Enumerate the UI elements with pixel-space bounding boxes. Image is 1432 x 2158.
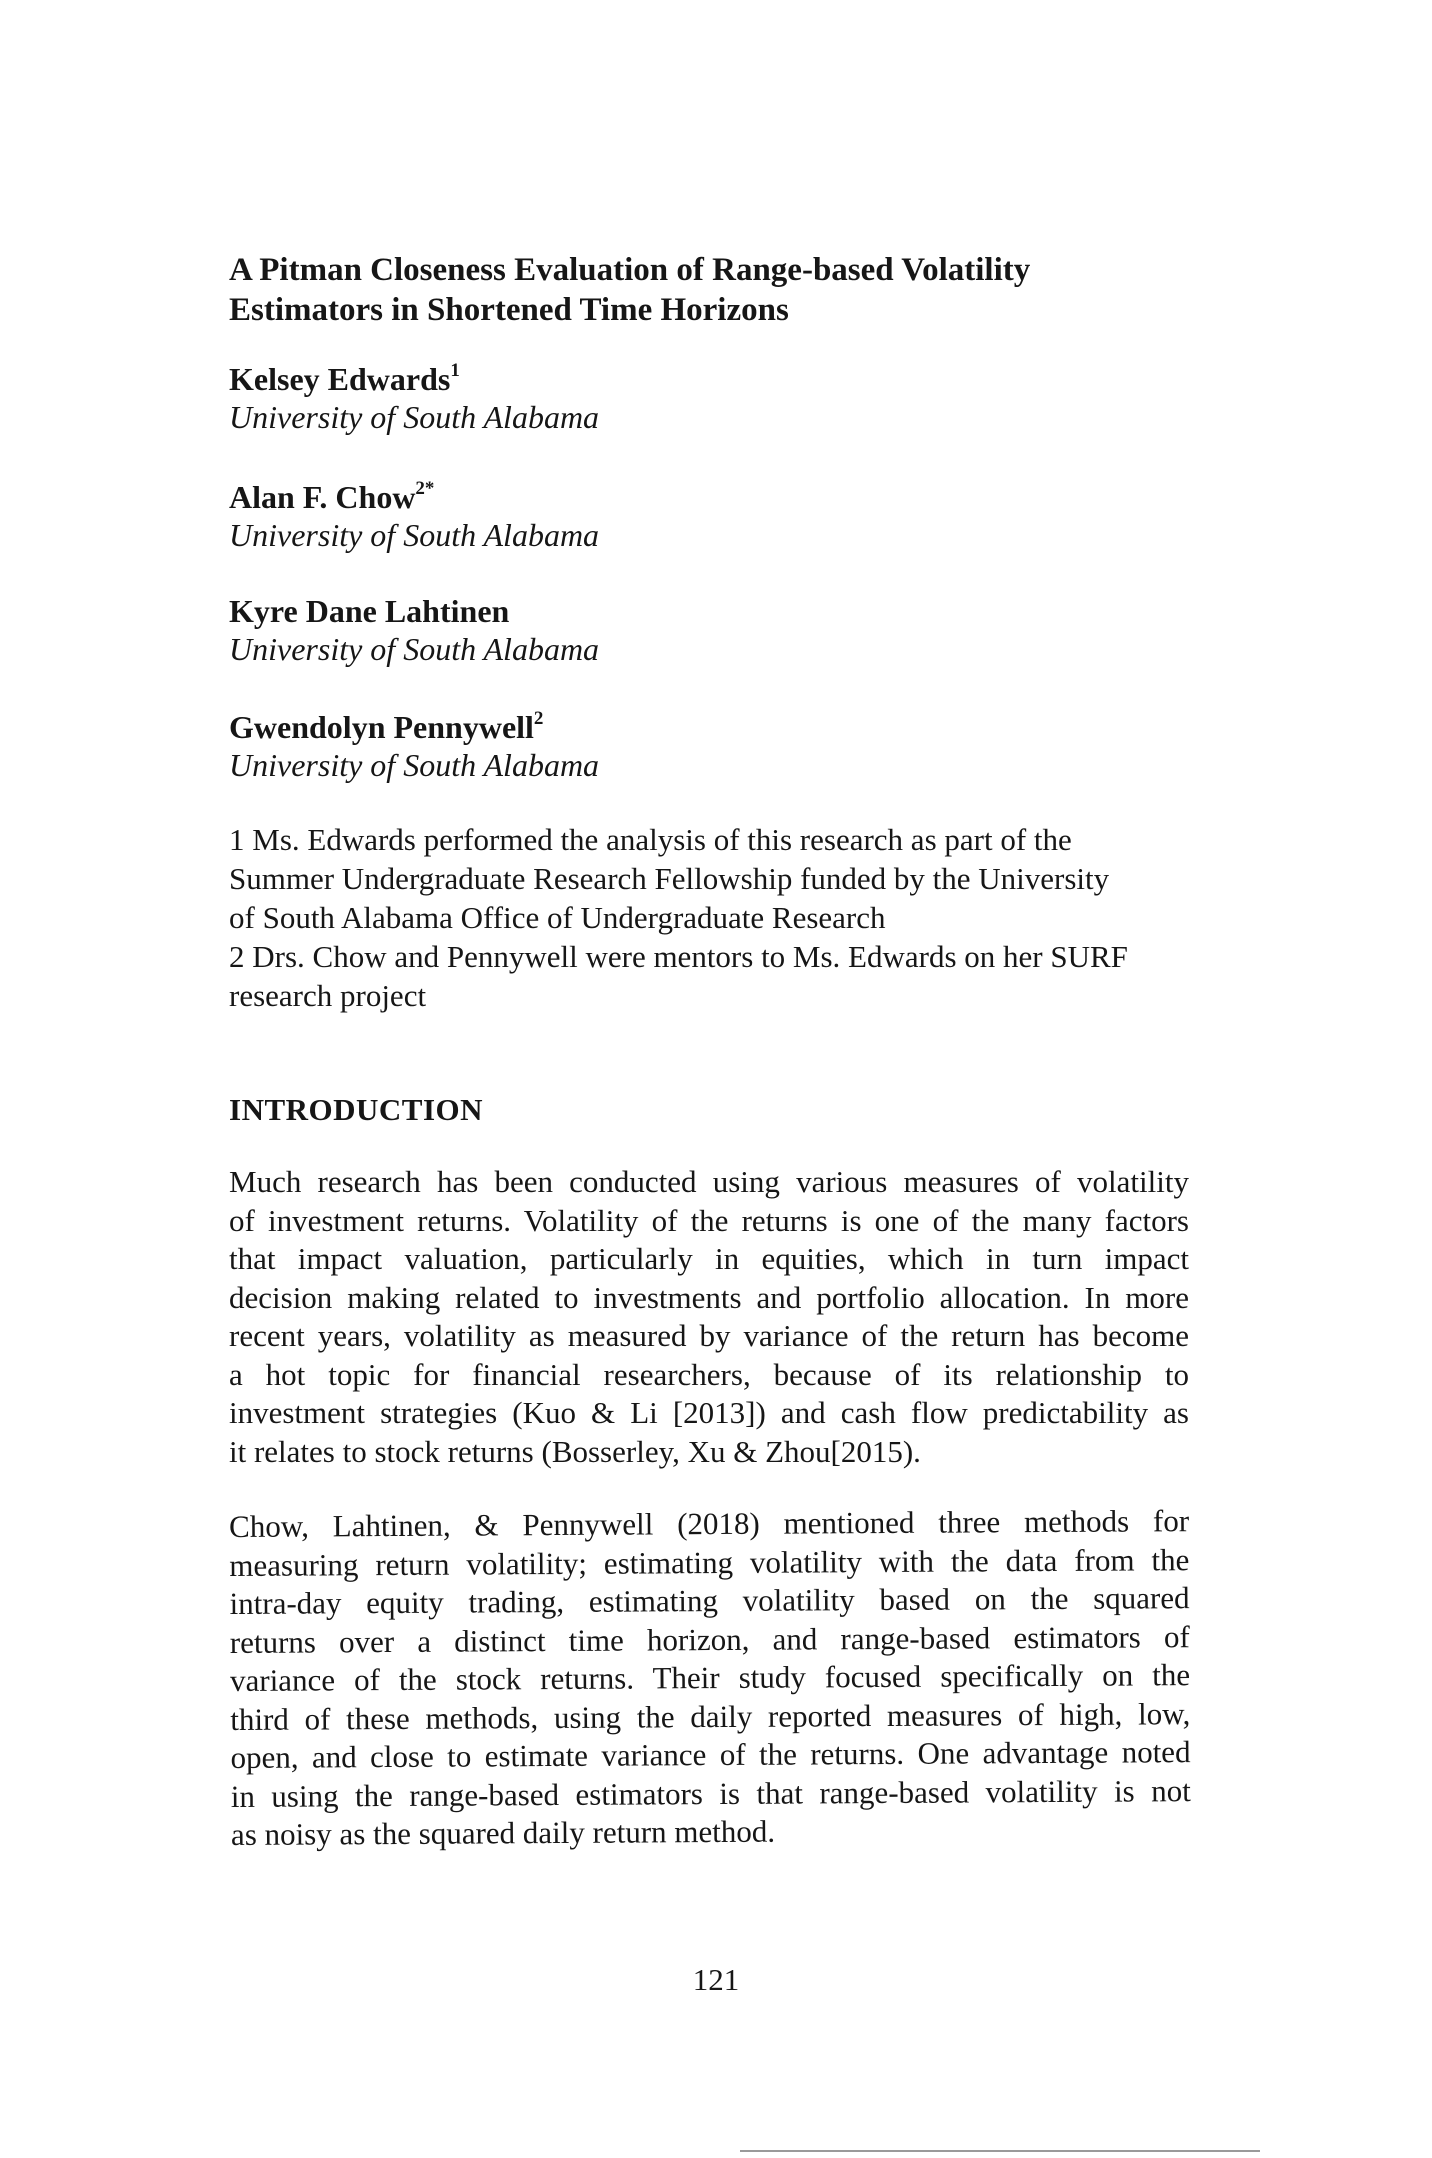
author-affiliation: University of South Alabama: [229, 631, 600, 667]
paragraph-line: recent years, volatility as measured by variance of the return has become: [229, 1318, 1189, 1353]
paragraph-line: of investment returns. Volatility of the returns is one of the many factors: [229, 1202, 1189, 1238]
paragraph-line: third of these methods, using the daily reported measures of high, low,: [230, 1695, 1191, 1737]
paragraph-line: investment strategies (Kuo & Li [2013]) and cash flow predictability as: [229, 1395, 1189, 1430]
paragraph-line: decision making related to investments and portfolio allocation. In more: [229, 1279, 1189, 1315]
author-note-line: 2 Drs. Chow and Pennywell were mentors to Ms. Edwards on her SURF: [229, 939, 1128, 974]
section-heading: INTRODUCTION: [229, 1092, 484, 1127]
paragraph-line: returns over a distinct time horizon, and range-based estimators of: [229, 1618, 1190, 1660]
author-footnote-marker: 2*: [415, 478, 435, 500]
author-footnote-marker: 2: [533, 708, 544, 730]
body-paragraph: [229, 1163, 1189, 1471]
scan-edge-rule: [740, 2150, 1260, 2152]
author-name: Gwendolyn Pennywell$^2$: [229, 708, 544, 745]
body-paragraph: [229, 1502, 1191, 1854]
author-name: Alan F. Chow$^{2*}$: [229, 478, 435, 515]
author-affiliation: University of South Alabama: [229, 399, 600, 435]
paragraph-line: it relates to stock returns (Bosserley, Xu & Zhou[2015).: [229, 1433, 921, 1469]
author-block: [229, 478, 599, 554]
author-name: Kyre Dane Lahtinen: [229, 593, 510, 629]
author-block: [229, 592, 599, 668]
paragraph-line: intra-day equity trading, estimating volatility based on the squared: [229, 1580, 1190, 1621]
author-block: [229, 708, 599, 784]
author-block: [229, 360, 599, 436]
paragraph-line: Much research has been conducted using various measures of volatility: [229, 1164, 1189, 1199]
paragraph-line: variance of the stock returns. Their study focused specifically on the: [229, 1657, 1191, 1698]
paragraph-line: measuring return volatility; estimating volatility with the data from the: [229, 1541, 1190, 1583]
paragraph-line: a hot topic for financial researchers, because of its relationship to: [229, 1356, 1189, 1392]
author-note-line: Summer Undergraduate Research Fellowship funded by the University: [229, 861, 1110, 896]
paragraph-line: Chow, Lahtinen, & Pennywell (2018) mentioned three methods for: [229, 1503, 1190, 1544]
paragraph-line: as noisy as the squared daily return method.: [230, 1813, 776, 1852]
author-footnote-marker: 1: [450, 360, 460, 382]
author-note-line: research project: [229, 978, 427, 1013]
author-note-line: of South Alabama Office of Undergraduate Research: [229, 900, 886, 935]
paragraph-line: open, and close to estimate variance of the returns. One advantage noted: [230, 1734, 1191, 1775]
author-note-line: 1 Ms. Edwards performed the analysis of this research as part of the: [229, 822, 1072, 857]
author-name: Kelsey Edwards$^1$: [229, 360, 460, 397]
author-affiliation: University of South Alabama: [229, 517, 600, 553]
paper-title-line-2: Estimators in Shortened Time Horizons: [229, 292, 789, 328]
author-affiliation: University of South Alabama: [229, 747, 600, 783]
author-notes: [229, 820, 1189, 1015]
paper-title-line-1: A Pitman Closeness Evaluation of Range-based Volatility: [229, 252, 1031, 288]
paragraph-line: in using the range-based estimators is that range-based volatility is not: [230, 1772, 1191, 1814]
paragraph-line: that impact valuation, particularly in equities, which in turn impact: [229, 1241, 1189, 1276]
paper-title: [229, 250, 1189, 330]
page-number: 121: [692, 1962, 740, 1997]
